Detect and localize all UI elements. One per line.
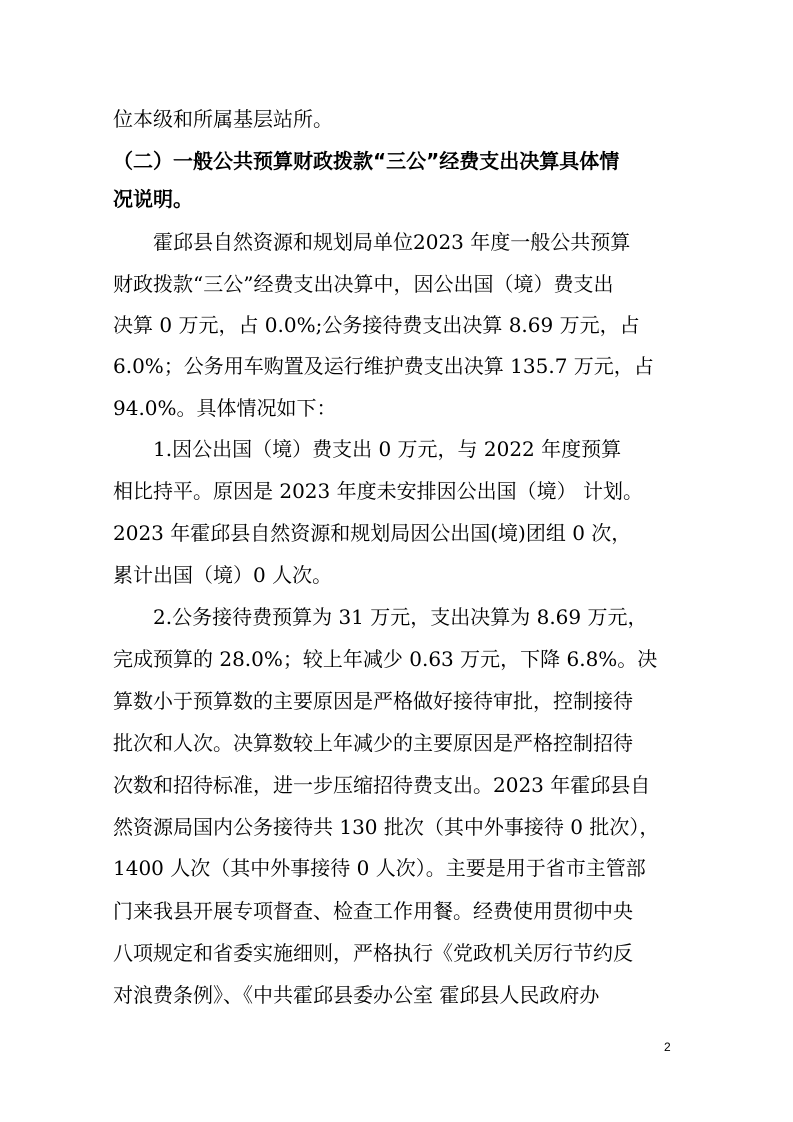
text-line: 然资源局国内公务接待共 130 批次（其中外事接待 0 批次）， [113, 815, 660, 839]
text-line: 次数和招待标准，进一步压缩招待费支出。2023 年霍邱县自 [113, 773, 651, 797]
text-line: 相比持平。原因是 2023 年度未安排因公出国（境） 计划。 [113, 479, 643, 503]
text-line: 1.因公出国（境）费支出 0 万元，与 2022 年度预算 [153, 437, 622, 461]
text-line: 批次和人次。决算数较上年减少的主要原因是严格控制招待 [113, 731, 633, 755]
text-line: 2.公务接待费预算为 31 万元，支出决算为 8.69 万元， [153, 605, 648, 629]
section-heading-line: 况说明。 [113, 187, 193, 211]
text-line: 位本级和所属基层站所。 [113, 107, 333, 131]
text-line: 决算 0 万元，占 0.0%;公务接待费支出决算 8.69 万元，占 [113, 313, 640, 337]
text-line: 1400 人次（其中外事接待 0 人次）。主要是用于省市主管部 [113, 856, 646, 880]
text-line: 财政拨款“三公”经费支出决算中，因公出国（境）费支出 [113, 272, 614, 296]
text-line: 6.0%；公务用车购置及运行维护费支出决算 135.7 万元，占 [113, 354, 654, 378]
page-number: 2 [664, 1040, 671, 1054]
text-line: 算数小于预算数的主要原因是严格做好接待审批，控制接待 [113, 689, 633, 713]
text-line: 2023 年霍邱县自然资源和规划局因公出国(境)团组 0 次， [113, 521, 632, 545]
text-line: 累计出国（境）0 人次。 [113, 563, 333, 587]
text-line: 94.0%。具体情况如下： [113, 396, 337, 420]
text-line: 对浪费条例》、《中共霍邱县委办公室 霍邱县人民政府办 [113, 983, 600, 1007]
section-heading-line: （二）一般公共预算财政拨款“三公”经费支出决算具体情 [113, 149, 620, 173]
text-line: 八项规定和省委实施细则，严格执行《党政机关厉行节约反 [113, 941, 633, 965]
text-line: 门来我县开展专项督查、检查工作用餐。经费使用贯彻中央 [113, 899, 633, 923]
text-line: 完成预算的 28.0%；较上年减少 0.63 万元，下降 6.8%。决 [113, 647, 658, 671]
text-line: 霍邱县自然资源和规划局单位2023 年度一般公共预算 [153, 230, 631, 254]
